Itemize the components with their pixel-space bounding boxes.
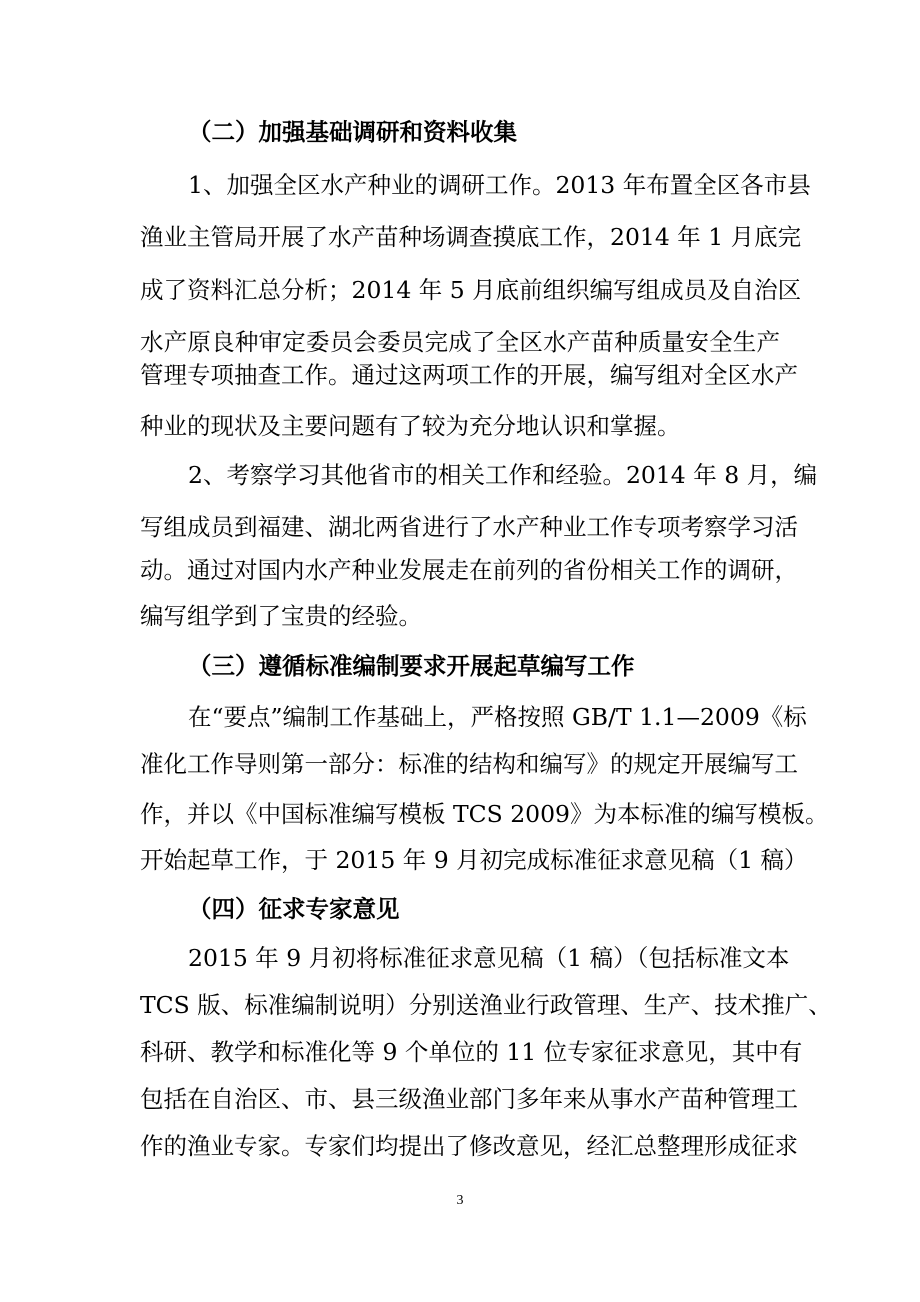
paragraph-line: 包括在自治区、市、县三级渔业部门多年来从事水产苗种管理工 [140, 1085, 798, 1113]
section-heading-4: （四）征求专家意见 [188, 895, 400, 923]
paragraph-line: 成了资料汇总分析；2014 年 5 月底前组织编写组成员及自治区 [140, 276, 802, 304]
paragraph-line: 写组成员到福建、湖北两省进行了水产种业工作专项考察学习活 [140, 513, 798, 541]
paragraph-line: 1、加强全区水产种业的调研工作。2013 年布置全区各市县 [188, 171, 811, 199]
paragraph-line: 编写组学到了宝贵的经验。 [140, 602, 422, 630]
paragraph-line: 种业的现状及主要问题有了较为充分地认识和掌握。 [140, 412, 681, 440]
section-heading-3: （三）遵循标准编制要求开展起草编写工作 [188, 652, 635, 680]
paragraph-line: 2015 年 9 月初将标准征求意见稿（1 稿）（包括标准文本 [188, 944, 790, 972]
paragraph-line: 科研、教学和标准化等 9 个单位的 11 位专家征求意见，其中有 [140, 1038, 803, 1066]
paragraph-line: 动。通过对国内水产种业发展走在前列的省份相关工作的调研， [140, 556, 798, 584]
paragraph-line: 渔业主管局开展了水产苗种场调查摸底工作，2014 年 1 月底完 [140, 223, 802, 251]
paragraph-line: 在“要点”编制工作基础上，严格按照 GB/T 1.1—2009《标 [188, 703, 807, 731]
page-number: 3 [456, 1193, 464, 1208]
paragraph-line: 开始起草工作，于 2015 年 9 月初完成标准征求意见稿（1 稿） [140, 846, 808, 874]
section-heading-2: （二）加强基础调研和资料收集 [188, 118, 517, 146]
paragraph-line: 作，并以《中国标准编写模板 TCS 2009》为本标准的编写模板。 [140, 800, 829, 828]
paragraph-line: TCS 版、标准编制说明）分别送渔业行政管理、生产、技术推广、 [140, 991, 832, 1019]
paragraph-line: 作的渔业专家。专家们均提出了修改意见，经汇总整理形成征求 [140, 1132, 798, 1160]
paragraph-line: 管理专项抽查工作。通过这两项工作的开展，编写组对全区水产 [140, 361, 798, 389]
paragraph-line: 水产原良种审定委员会委员完成了全区水产苗种质量安全生产 [140, 328, 780, 356]
paragraph-line: 2、考察学习其他省市的相关工作和经验。2014 年 8 月，编 [188, 461, 818, 489]
paragraph-line: 准化工作导则第一部分：标准的结构和编写》的规定开展编写工 [140, 750, 798, 778]
